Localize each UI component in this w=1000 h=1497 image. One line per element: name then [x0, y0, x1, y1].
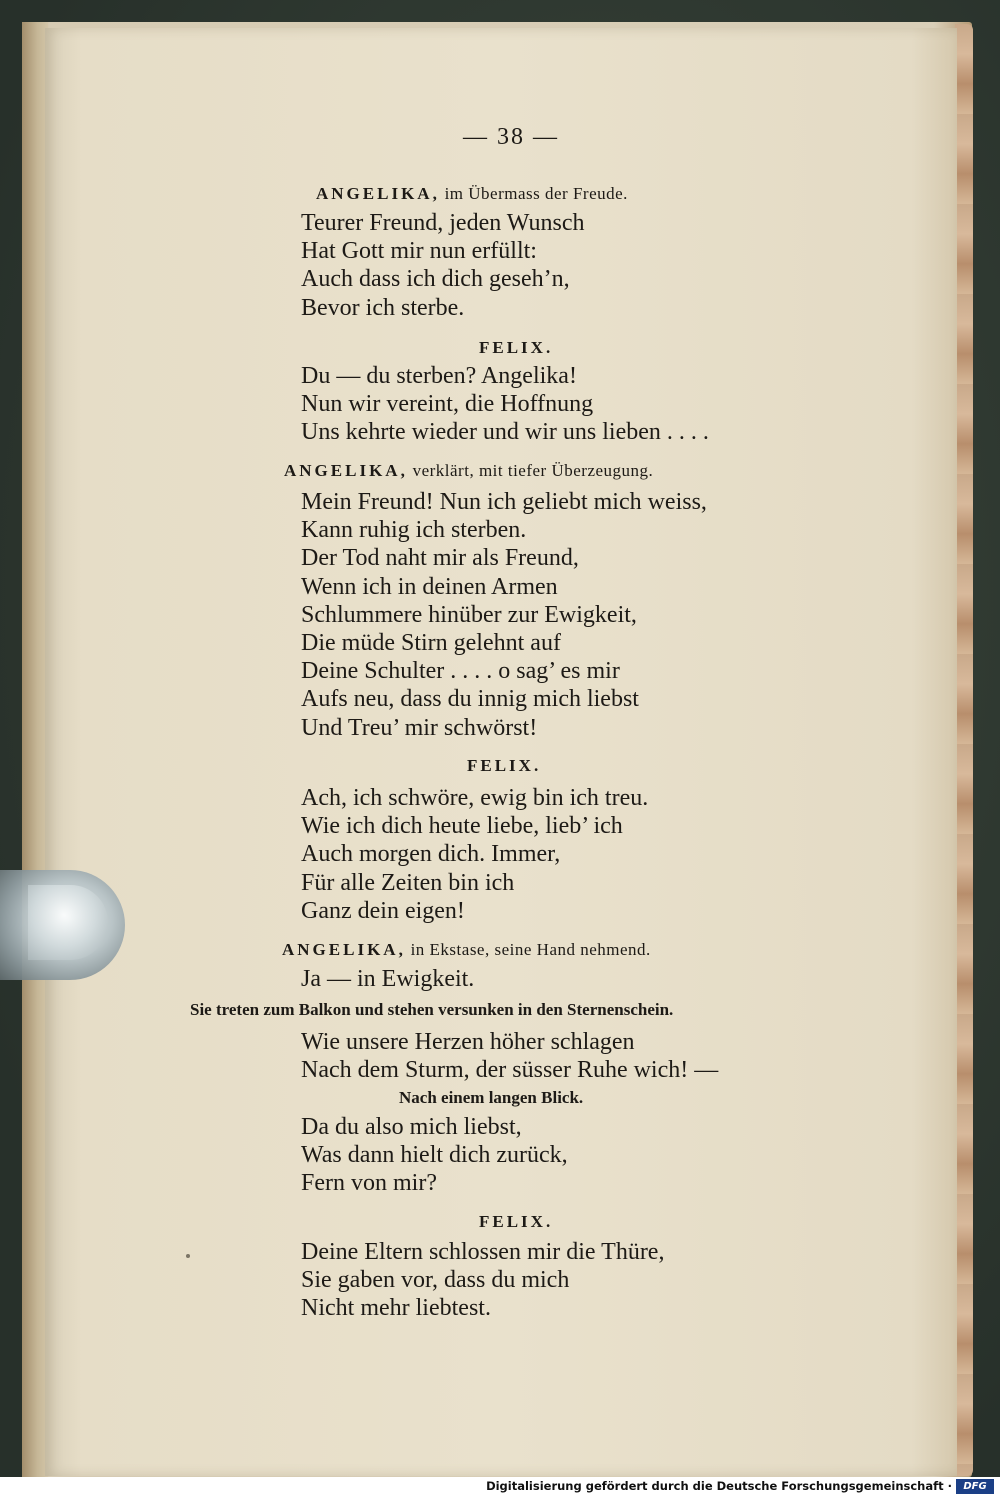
verse-line: Wenn ich in deinen Armen: [301, 573, 558, 600]
verse-line: Die müde Stirn gelehnt auf: [301, 630, 561, 657]
verse-block: [301, 965, 474, 993]
verse-line: Aufs neu, dass du innig mich liebst: [301, 686, 639, 713]
verse-line: Für alle Zeiten bin ich: [301, 869, 515, 896]
verse-line: Mein Freund! Nun ich geliebt mich weiss,: [301, 489, 707, 515]
verse-line: Bevor ich sterbe.: [301, 294, 465, 321]
verse-line: Hat Gott mir nun erfüllt:: [301, 238, 537, 265]
verse-line: Wie unsere Herzen höher schlagen: [301, 1029, 635, 1055]
speaker-line-angelika: [316, 184, 628, 204]
stage-direction-line: Nach einem langen Blick.: [399, 1088, 584, 1107]
verse-line: Was dann hielt dich zurück,: [301, 1142, 568, 1169]
verse-line: Nach dem Sturm, der süsser Ruhe wich! —: [301, 1057, 719, 1084]
speaker-name: FELIX.: [467, 756, 542, 775]
verse-line: Ja — in Ewigkeit.: [301, 966, 475, 992]
speaker-name: ANGELIKA,: [282, 940, 406, 959]
verse-block: [301, 488, 707, 742]
page-speck: [186, 1254, 190, 1258]
stage-direction: in Ekstase, seine Hand nehmend.: [405, 940, 651, 959]
verse-line: Da du also mich liebst,: [301, 1114, 522, 1140]
verse-line: Deine Schulter . . . . o sag’ es mir: [301, 658, 620, 685]
speaker-name: FELIX.: [479, 338, 554, 357]
verse-line: Kann ruhig ich sterben.: [301, 517, 527, 544]
verse-line: Uns kehrte wieder und wir uns lieben . . . .: [301, 419, 709, 446]
speaker-name: FELIX.: [479, 1212, 554, 1231]
footer-bar: [0, 1477, 1000, 1497]
verse-line: Nun wir vereint, die Hoffnung: [301, 391, 594, 418]
verse-block: [301, 784, 648, 925]
verse-line: Teurer Freund, jeden Wunsch: [301, 210, 585, 236]
speaker-line-angelika: [284, 461, 653, 481]
verse-line: Wie ich dich heute liebe, lieb’ ich: [301, 813, 623, 840]
stage-direction-line: Sie treten zum Balkon und stehen versunken in den Sternenschein.: [190, 1000, 674, 1019]
verse-line: Fern von mir?: [301, 1170, 437, 1197]
verse-line: Auch morgen dich. Immer,: [301, 841, 561, 868]
verse-block: [301, 1238, 664, 1323]
speaker-name: ANGELIKA,: [316, 184, 440, 203]
speaker-line-felix: [467, 756, 541, 776]
verse-block: [301, 1028, 718, 1084]
verse-line: Ganz dein eigen!: [301, 897, 465, 924]
verse-block: [301, 209, 585, 322]
speaker-line-angelika: [282, 940, 651, 960]
funding-credit: Digitalisierung gefördert durch die Deutsche Forschungsgemeinschaft ·: [486, 1479, 952, 1493]
speaker-name: ANGELIKA,: [284, 461, 408, 480]
verse-line: Und Treu’ mir schwörst!: [301, 714, 538, 741]
speaker-line-felix: [479, 1212, 553, 1232]
verse-line: Deine Eltern schlossen mir die Thüre,: [301, 1239, 665, 1265]
stage-direction: verklärt, mit tiefer Überzeugung.: [407, 461, 654, 480]
verse-block: [301, 1113, 568, 1198]
verse-line: Auch dass ich dich geseh’n,: [301, 266, 570, 293]
stage-direction: im Übermass der Freude.: [439, 184, 628, 203]
verse-line: Nicht mehr liebtest.: [301, 1295, 491, 1322]
verse-block: [301, 362, 709, 447]
page-number: — 38 —: [463, 124, 559, 150]
speaker-line-felix: [479, 338, 553, 358]
verse-line: Du — du sterben? Angelika!: [301, 363, 577, 389]
dfg-logo-icon: DFG: [956, 1479, 994, 1494]
page-stack-edge: [955, 24, 973, 1476]
verse-line: Ach, ich schwöre, ewig bin ich treu.: [301, 785, 649, 811]
verse-line: Schlummere hinüber zur Ewigkeit,: [301, 601, 637, 628]
page-clip-highlight: [28, 885, 108, 960]
verse-line: Sie gaben vor, dass du mich: [301, 1267, 570, 1294]
verse-line: Der Tod naht mir als Freund,: [301, 545, 579, 572]
